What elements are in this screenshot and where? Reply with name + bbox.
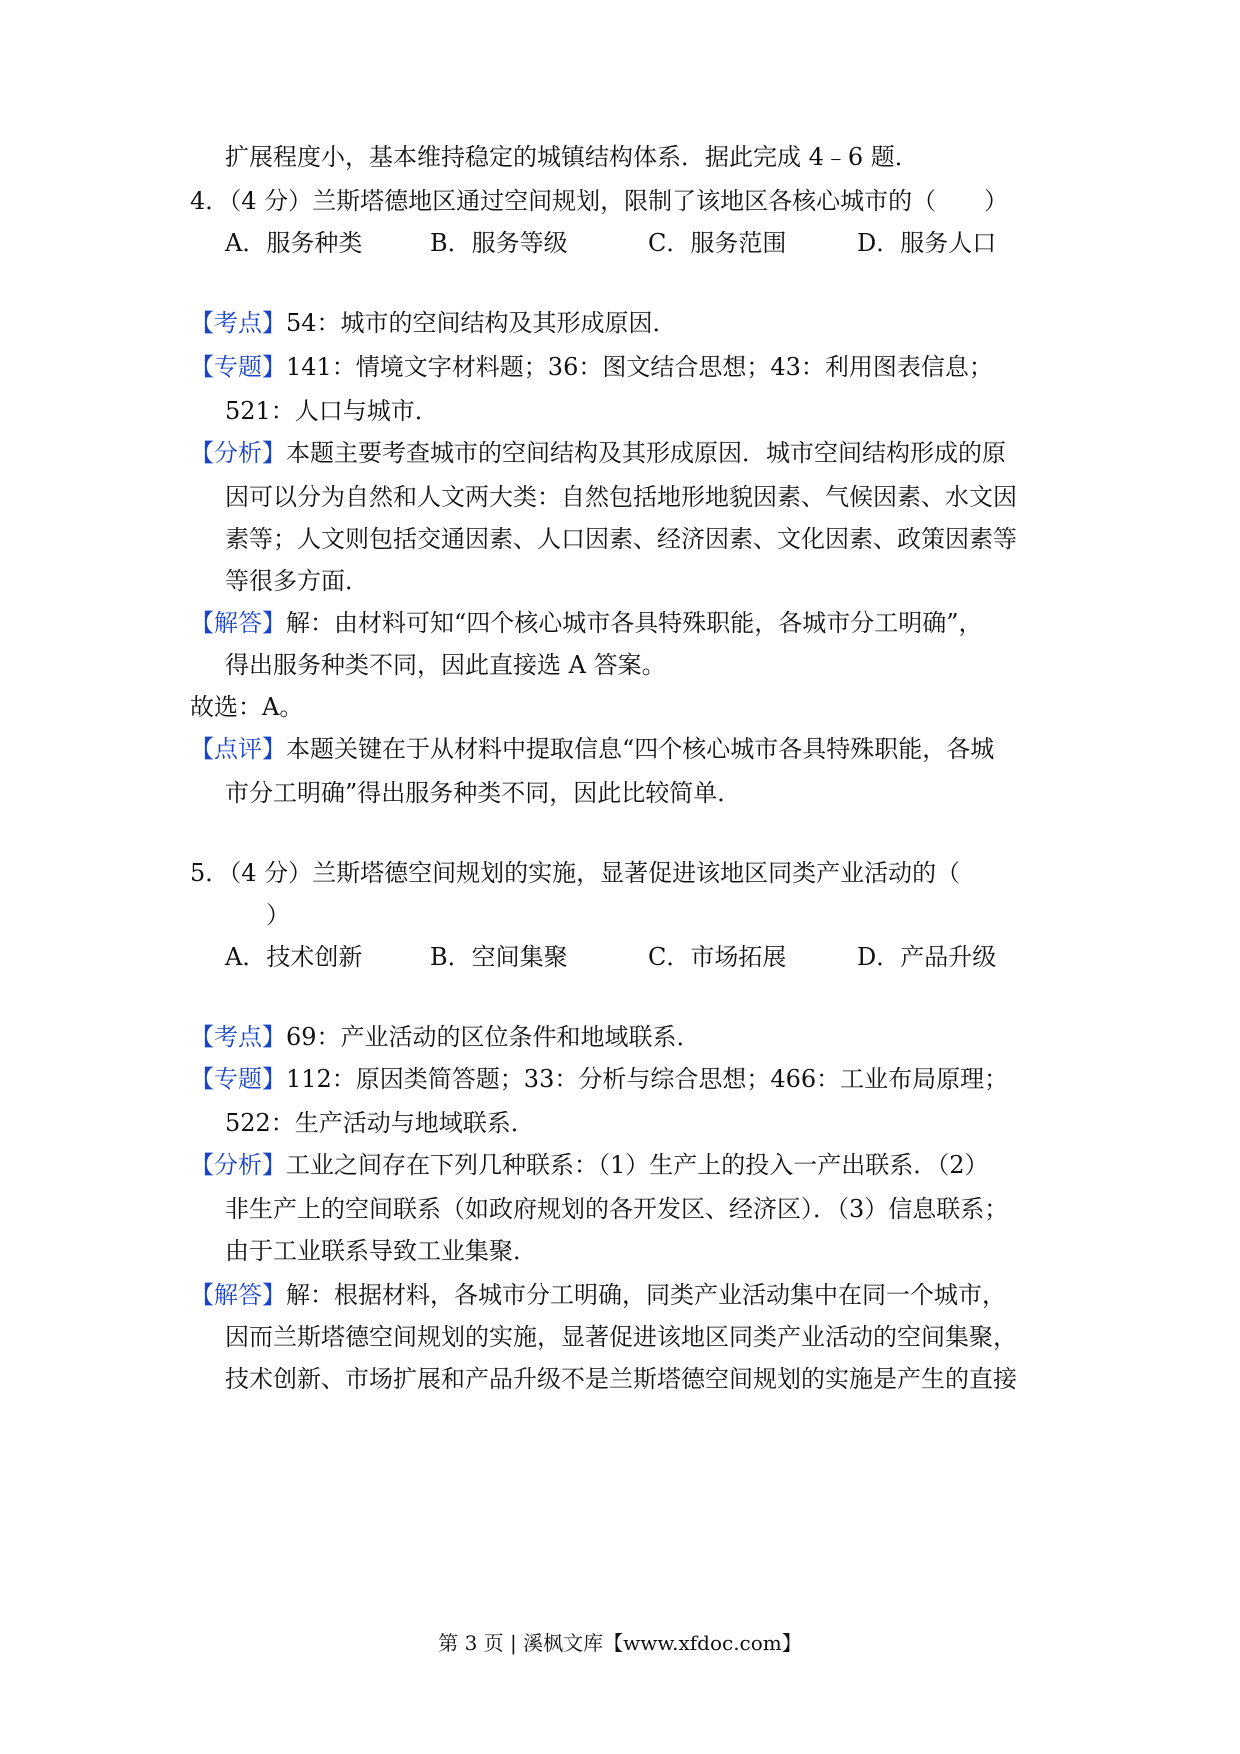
q4-fenxi-line-3: 素等；人文则包括交通因素、人口因素、经济因素、文化因素、政策因素等	[225, 525, 1017, 553]
q4-jieda-tag: 【解答】	[190, 609, 286, 637]
q5-stem-line-1: 5．（4 分）兰斯塔德空间规划的实施，显著促进该地区同类产业活动的（	[190, 859, 961, 887]
q5-kaodian-tag: 【考点】	[190, 1023, 286, 1051]
q5-zhuanti	[190, 1062, 1008, 1096]
q4-fenxi-tag: 【分析】	[190, 439, 286, 467]
q4-fenxi	[190, 436, 1006, 470]
q4-fenxi-line-4: 等很多方面．	[225, 567, 369, 595]
q4-dianping-tag: 【点评】	[190, 735, 286, 763]
q5-zhuanti-line-1: 112：原因类简答题；33：分析与综合思想；466：工业布局原理；	[286, 1065, 1009, 1093]
q4-zhuanti	[190, 350, 993, 384]
q4-zhuanti-line-2: 521：人口与城市．	[225, 397, 439, 425]
q4-dianping-line-2: 市分工明确”得出服务种类不同，因此比较简单．	[225, 779, 742, 807]
q5-jieda-line-1: 解：根据材料，各城市分工明确，同类产业活动集中在同一个城市，	[286, 1281, 1006, 1309]
q4-jieda-line-2: 得出服务种类不同，因此直接选 A 答案。	[225, 651, 666, 679]
q4-option-c: C．服务范围	[648, 229, 787, 257]
q4-fenxi-line-2: 因可以分为自然和人文两大类：自然包括地形地貌因素、气候因素、水文因	[225, 483, 1017, 511]
q5-jieda-line-3: 技术创新、市场扩展和产品升级不是兰斯塔德空间规划的实施是产生的直接	[225, 1365, 1017, 1393]
q4-kaodian-tag: 【考点】	[190, 309, 286, 337]
q5-option-b: B．空间集聚	[430, 943, 568, 971]
q4-dianping	[190, 732, 994, 766]
q5-option-c: C．市场拓展	[648, 943, 787, 971]
q4-option-a: A．服务种类	[225, 229, 363, 257]
q5-option-a: A．技术创新	[225, 943, 363, 971]
q4-stem: 4．（4 分）兰斯塔德地区通过空间规划，限制了该地区各核心城市的（ ）	[190, 187, 1009, 215]
q4-jieda-line-1: 解：由材料可知“四个核心城市各具特殊职能，各城市分工明确”，	[286, 609, 983, 637]
q4-guxuan: 故选：A。	[190, 693, 304, 721]
q5-fenxi-line-3: 由于工业联系导致工业集聚．	[225, 1237, 537, 1265]
q4-option-d: D．服务人口	[857, 229, 997, 257]
q5-jieda-tag: 【解答】	[190, 1281, 286, 1309]
q5-fenxi-line-1: 工业之间存在下列几种联系：（1）生产上的投入一产出联系．（2）	[286, 1151, 989, 1179]
q4-zhuanti-line-1: 141：情境文字材料题；36：图文结合思想；43：利用图表信息；	[286, 353, 993, 381]
q4-dianping-line-1: 本题关键在于从材料中提取信息“四个核心城市各具特殊职能，各城	[286, 735, 995, 763]
q5-zhuanti-line-2: 522：生产活动与地域联系．	[225, 1109, 535, 1137]
q4-kaodian	[190, 306, 677, 340]
intro-line: 扩展程度小，基本维持稳定的城镇结构体系．据此完成 4﹣6 题．	[225, 143, 919, 171]
q5-fenxi-tag: 【分析】	[190, 1151, 286, 1179]
q5-kaodian-text: 69：产业活动的区位条件和地域联系．	[286, 1023, 701, 1051]
q4-zhuanti-tag: 【专题】	[190, 353, 286, 381]
q4-jieda	[190, 606, 983, 640]
q4-kaodian-text: 54：城市的空间结构及其形成原因．	[286, 309, 677, 337]
q5-fenxi	[190, 1148, 989, 1182]
page-footer: 第 3 页 | 溪枫文库【www.xfdoc.com】	[438, 1631, 802, 1655]
q5-kaodian	[190, 1020, 701, 1054]
q5-zhuanti-tag: 【专题】	[190, 1065, 286, 1093]
q5-fenxi-line-2: 非生产上的空间联系（如政府规划的各开发区、经济区）．（3）信息联系；	[225, 1195, 1009, 1223]
q4-option-b: B．服务等级	[430, 229, 568, 257]
q4-fenxi-line-1: 本题主要考查城市的空间结构及其形成原因．城市空间结构形成的原	[286, 439, 1006, 467]
q5-stem-line-2: ）	[218, 901, 290, 929]
q5-jieda-line-2: 因而兰斯塔德空间规划的实施，显著促进该地区同类产业活动的空间集聚，	[225, 1323, 1017, 1351]
q5-jieda	[190, 1278, 1006, 1312]
q5-option-d: D．产品升级	[857, 943, 997, 971]
